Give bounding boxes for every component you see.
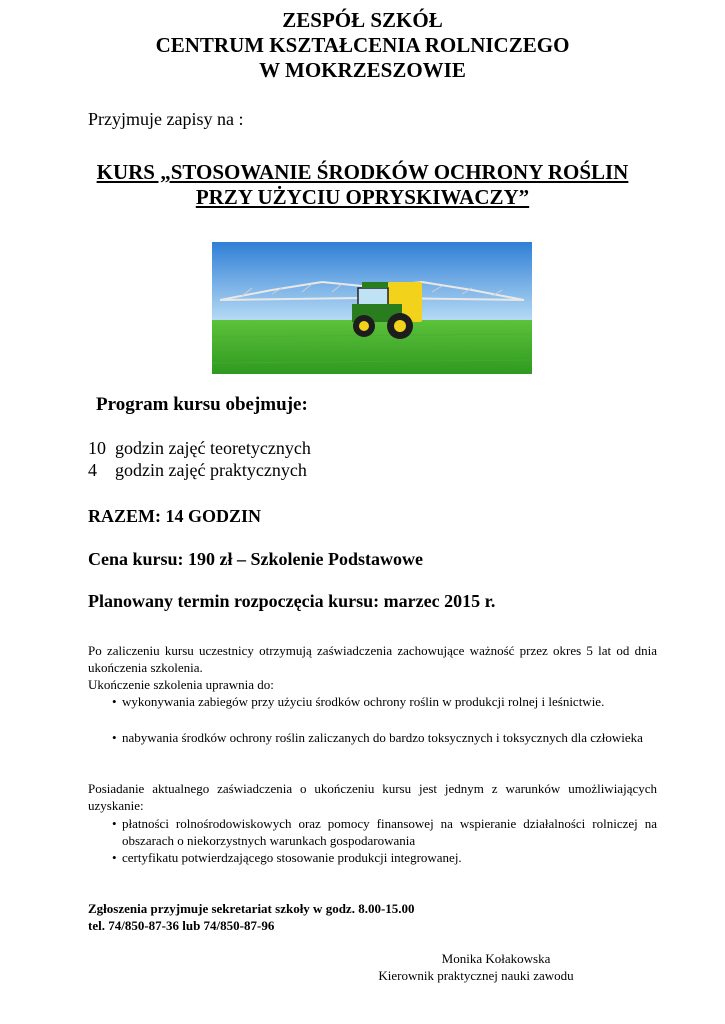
bullet-icon: • [112, 816, 117, 831]
bullet-icon: • [112, 730, 117, 745]
total-hours: RAZEM: 14 GODZIN [88, 506, 262, 526]
bullet-icon: • [112, 694, 117, 709]
program-item [88, 459, 307, 481]
list-item [88, 693, 657, 710]
program-item [88, 437, 311, 459]
bullet-icon: • [112, 850, 117, 865]
tractor-sprayer-photo [212, 242, 532, 374]
program-item-text: godzin zajęć teoretycznych [115, 438, 311, 458]
list-item [88, 849, 657, 866]
header-line-2: CENTRUM KSZTAŁCENIA ROLNICZEGO [155, 33, 570, 57]
list-item-text: certyfikatu potwierdzającego stosowanie produkcji integrowanej. [122, 850, 462, 865]
program-item-hours: 4 [88, 460, 97, 480]
signature-name: Monika Kołakowska [441, 951, 551, 966]
list-item-text: wykonywania zabiegów przy użyciu środków ochrony roślin w produkcji rolnej i leśnictwie. [122, 694, 605, 709]
entitlement-intro: Ukończenie szkolenia uprawnia do: [88, 677, 274, 692]
header-line-3: W MOKRZESZOWIE [259, 58, 466, 82]
requirement-info: Posiadanie aktualnego zaświadczenia o ukończeniu kursu jest jednym z warunków umożliwiających uzyskanie: [88, 781, 657, 813]
course-title [0, 160, 725, 210]
header-line-1: ZESPÓŁ SZKÓŁ [282, 8, 443, 32]
program-title: Program kursu obejmuje: [96, 394, 308, 415]
planned-start: Planowany termin rozpoczęcia kursu: marzec 2015 r. [88, 591, 496, 611]
intro-text: Przyjmuje zapisy na : [88, 109, 244, 129]
list-item [88, 729, 657, 746]
program-item-hours: 10 [88, 438, 106, 458]
school-header [0, 8, 725, 83]
course-price: Cena kursu: 190 zł – Szkolenie Podstawowe [88, 549, 424, 569]
course-title-line-1: KURS „STOSOWANIE ŚRODKÓW OCHRONY ROŚLIN [96, 160, 629, 184]
phone-numbers: tel. 74/850-87-36 lub 74/850-87-96 [88, 918, 275, 933]
course-title-line-2: PRZY UŻYCIU OPRYSKIWACZY” [195, 185, 530, 209]
program-item-text: godzin zajęć praktycznych [115, 460, 307, 480]
list-item-text: nabywania środków ochrony roślin zaliczanych do bardzo toksycznych i toksycznych dla człowieka [122, 730, 643, 745]
list-item [88, 815, 657, 849]
list-item-text: płatności rolnośrodowiskowych oraz pomocy finansowej na wspieranie działalności rolniczej na obszarach o niekorzystnych warunkach gospodarowania [122, 816, 657, 848]
signature-role: Kierownik praktycznej nauki zawodu [378, 968, 574, 983]
registration-hours: Zgłoszenia przyjmuje sekretariat szkoły w godz. 8.00-15.00 [88, 901, 415, 916]
certificate-info: Po zaliczeniu kursu uczestnicy otrzymują zaświadczenia zachowujące ważność przez okres 5 lat od dnia ukończenia szkolenia. [88, 643, 657, 675]
